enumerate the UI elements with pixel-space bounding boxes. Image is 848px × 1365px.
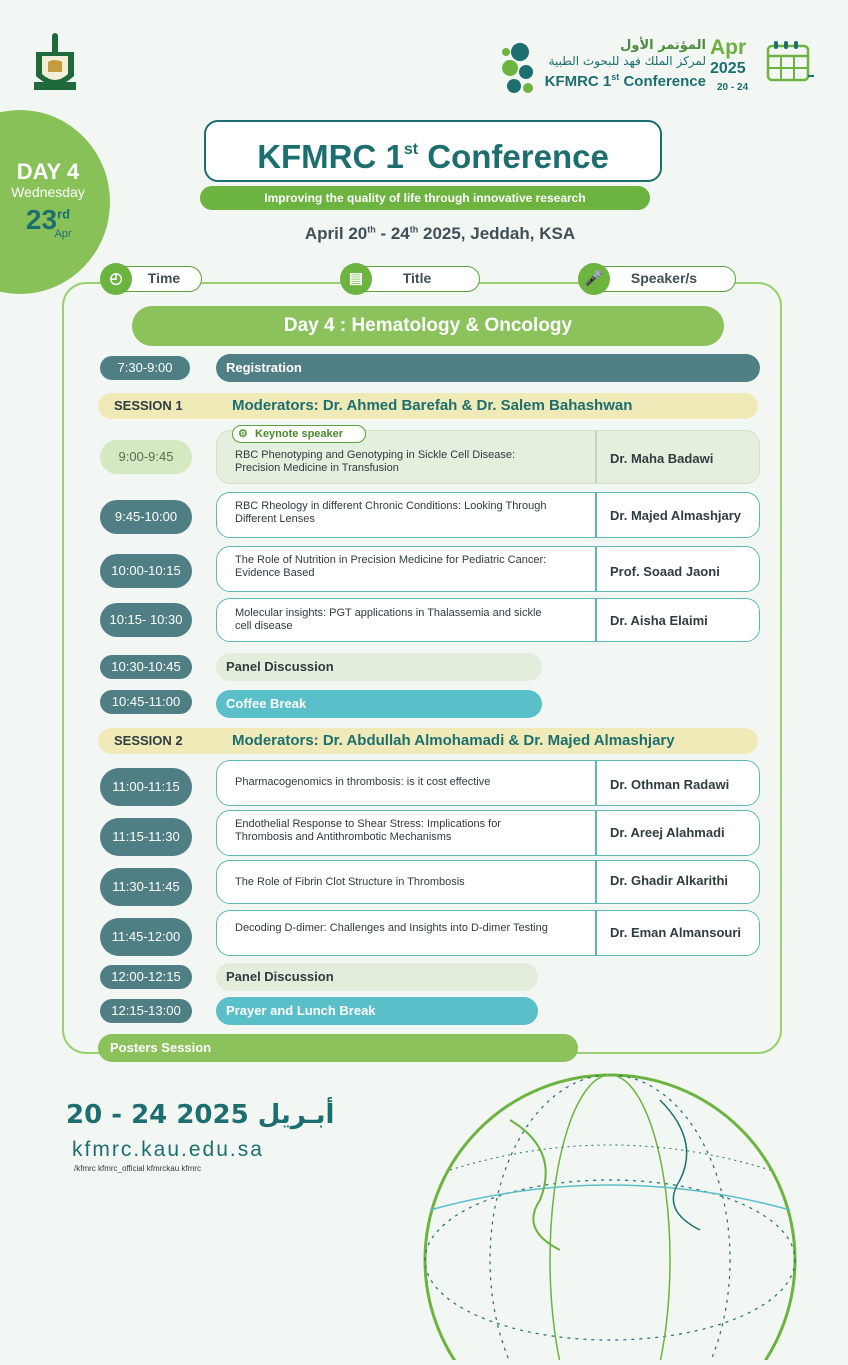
brand-month: Apr [710,36,747,59]
microphone-icon: 🎤 [578,263,610,295]
time-talk-7: 11:30-11:45 [100,868,192,906]
talk-speaker: Prof. Soaad Jaoni [610,564,720,579]
university-logo [28,32,82,98]
panel-discussion-2: Panel Discussion [216,963,538,991]
panel-discussion-1: Panel Discussion [216,653,542,681]
talk-row-7 [216,860,760,904]
talk-speaker: Dr. Maha Badawi [610,451,714,466]
column-header-speaker: 🎤 Speaker/s [580,266,736,292]
time-registration: 7:30-9:00 [100,356,190,380]
time-lunch: 12:15-13:00 [100,999,192,1023]
talk-row-4 [216,598,760,642]
time-talk-4: 10:15- 10:30 [100,603,192,637]
day-number: 23rd [25,204,71,235]
time-talk-1: 9:00-9:45 [100,440,192,474]
day-label: DAY 4 [16,159,80,184]
time-talk-8: 11:45-12:00 [100,918,192,956]
time-panel-2: 12:00-12:15 [100,965,192,989]
posters-session: Posters Session [98,1034,578,1062]
globe-graphic [360,1060,848,1360]
title-icon: ▤ [340,263,372,295]
talk-row-2 [216,492,760,538]
talk-speaker: Dr. Aisha Elaimi [610,613,708,628]
registration-bar: Registration [216,354,760,382]
talk-title: Molecular insights: PGT applications in Thalassemia and sickle cell disease [235,607,542,632]
talk-title: RBC Rheology in different Chronic Conditions: Looking Through Different Lenses [235,500,547,525]
talk-title: The Role of Fibrin Clot Structure in Thrombosis [235,876,465,888]
day-weekday: Wednesday [11,184,85,200]
talk-title: Pharmacogenomics in thrombosis: is it cost effective [235,776,491,788]
day-topic-banner: Day 4 : Hematology & Oncology [132,306,724,346]
day-badge [0,160,96,240]
talk-title: RBC Phenotyping and Genotyping in Sickle Cell Disease: Precision Medicine in Transfusion [235,449,516,474]
page-title: KFMRC 1st Conference [204,120,662,182]
talk-speaker: Dr. Ghadir Alkarithi [610,873,728,888]
talk-speaker: Dr. Majed Almashjary [610,508,742,523]
time-talk-2: 9:45-10:00 [100,500,192,534]
keynote-speaker-tag: ⚙ Keynote speaker [232,425,366,443]
brand-english-title: KFMRC 1st Conference [544,72,706,90]
footer-social-handles: /kfmrc kfmrc_official kfmrckau kfmrc [74,1164,201,1173]
talk-row-8 [216,910,760,956]
talk-title: Decoding D-dimer: Challenges and Insights into D-dimer Testing [235,922,548,934]
footer-website-link[interactable]: kfmrc.kau.edu.sa [72,1138,264,1161]
talk-row-3 [216,546,760,592]
talk-speaker: Dr. Areej Alahmadi [610,825,725,840]
footer-dates-arabic: 20 - 24 أبـريل 2025 [66,1100,335,1130]
talk-title: Endothelial Response to Shear Stress: Implications for Thrombosis and Antithrombotic Mechanisms [235,818,501,843]
coffee-break: Coffee Break [216,690,542,718]
time-talk-5: 11:00-11:15 [100,768,192,806]
kfmrc-logo [498,32,818,102]
brand-arabic-subtitle: لمركز الملك فهد للبحوث الطبية [548,54,706,68]
talk-row-6 [216,810,760,856]
time-talk-6: 11:15-11:30 [100,818,192,856]
session-2-header: SESSION 2 Moderators: Dr. Abdullah Almohamadi & Dr. Majed Almashjary [98,728,758,754]
talk-title: The Role of Nutrition in Precision Medicine for Pediatric Cancer: Evidence Based [235,554,547,579]
calendar-icon [766,40,816,91]
column-header-title: ▤ Title [342,266,480,292]
time-coffee: 10:45-11:00 [100,690,192,714]
brand-year: 2025 [710,60,746,77]
day-month: Apr [54,228,72,240]
clock-icon: ◴ [100,263,132,295]
tagline: Improving the quality of life through innovative research [200,186,650,210]
time-talk-3: 10:00-10:15 [100,554,192,588]
brand-arabic-title: المؤتمر الأول [620,38,706,53]
event-date: April 20th - 24th 2025, Jeddah, KSA [304,224,576,243]
time-panel-1: 10:30-10:45 [100,655,192,679]
session-1-header: SESSION 1 Moderators: Dr. Ahmed Barefah & Dr. Salem Bahashwan [98,393,758,419]
column-header-time: ◴ Time [102,266,202,292]
talk-speaker: Dr. Othman Radawi [610,777,730,792]
keynote-icon: ⚙ [238,428,248,440]
brand-dates: 20 - 24 [717,82,749,93]
prayer-lunch-break: Prayer and Lunch Break [216,997,538,1025]
talk-row-5 [216,760,760,806]
talk-speaker: Dr. Eman Almansouri [610,925,741,940]
